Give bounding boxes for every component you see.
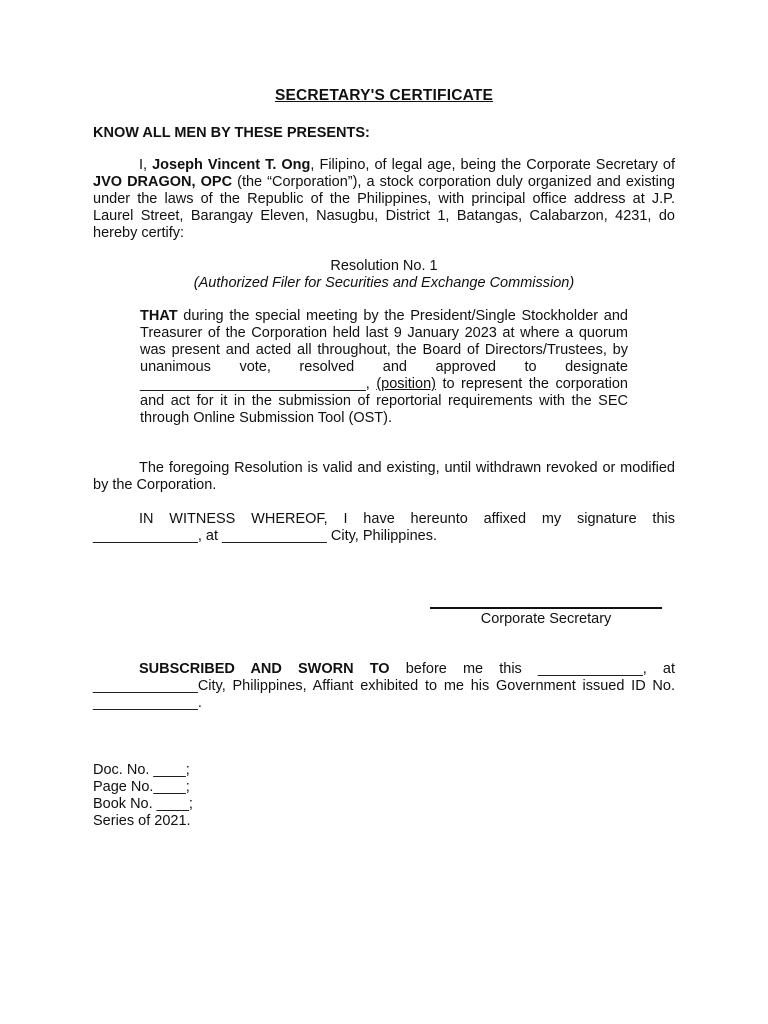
resolution-number: Resolution No. 1: [330, 258, 438, 274]
intro-text-3: (the “Corporation”), a stock corporation duly organized and existing under the laws of the Republic of the Philippines, with principal office address at J.P. Laurel Street, Barangay Eleven, Nasugbu, District 1, Batangas, Calabarzon, 4231, do hereby certify:: [93, 174, 675, 241]
intro-text-2: , Filipino, of legal age, being the Corporate Secretary of: [310, 157, 675, 173]
witness-paragraph: IN WITNESS WHEREOF, I have hereunto affixed my signature this _____________, at _____________ City, Philippines.: [93, 511, 675, 544]
doc-number: Doc. No. ____;: [93, 762, 190, 778]
signature-line: [430, 607, 662, 609]
resolution-text-1: during the special meeting by the President/Single Stockholder and Treasurer of the Corporation held last 9 January 2023 at where a quorum was present and acted all throughout, the Board of Directors/Trustees, by unanimous vote, resolved and approved to designate ____________________________,: [140, 308, 628, 392]
position-placeholder: (position): [376, 376, 436, 392]
series-year: Series of 2021.: [93, 813, 191, 829]
resolution-subtitle: (Authorized Filer for Securities and Exchange Commission): [193, 275, 575, 291]
intro-text-1: I,: [139, 157, 153, 173]
book-number: Book No. ____;: [93, 796, 193, 812]
secretary-name: Joseph Vincent T. Ong: [152, 157, 311, 173]
page-number: Page No.____;: [93, 779, 190, 795]
jurat-paragraph: [93, 661, 675, 712]
preamble-heading: KNOW ALL MEN BY THESE PRESENTS:: [93, 125, 370, 141]
resolution-lead: THAT: [140, 308, 178, 324]
intro-paragraph: [93, 157, 675, 242]
notarial-register: [93, 762, 193, 830]
validity-paragraph: The foregoing Resolution is valid and existing, until withdrawn revoked or modified by the Corporation.: [93, 460, 675, 493]
resolution-text-2: to represent the corporation and act for it in the submission of reportorial requirements with the SEC through Online Submission Tool (OST).: [140, 376, 628, 426]
resolution-body: [140, 308, 628, 427]
jurat-text: before me this _____________, at _____________City, Philippines, Affiant exhibited to me his Government issued ID No. _____________.: [93, 661, 676, 711]
signatory-title: Corporate Secretary: [480, 611, 612, 627]
company-name: JVO DRAGON, OPC: [93, 174, 233, 190]
document-title: SECRETARY'S CERTIFICATE: [274, 87, 494, 104]
jurat-lead: SUBSCRIBED AND SWORN TO: [139, 661, 390, 677]
